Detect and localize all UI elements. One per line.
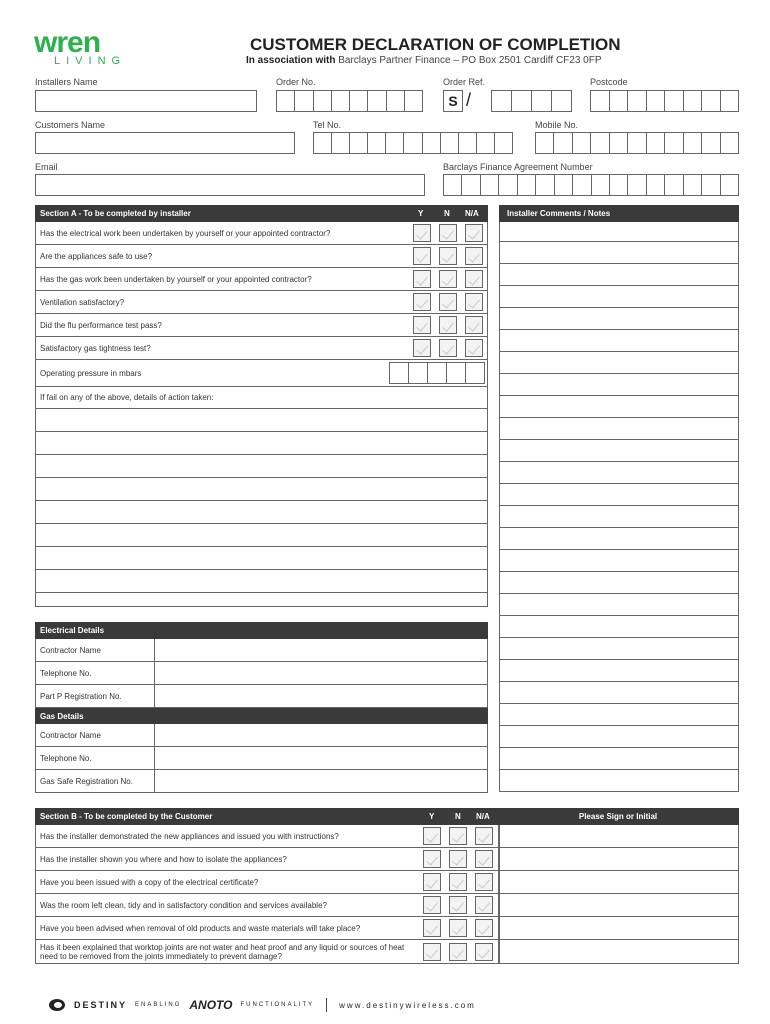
association-address: Barclays Partner Finance – PO Box 2501 Cardiff CF23 0FP xyxy=(338,55,602,66)
barclays-agreement-boxes[interactable] xyxy=(443,174,739,196)
comment-line[interactable] xyxy=(499,638,739,660)
fail-details-line[interactable] xyxy=(35,524,488,547)
no-checkbox[interactable] xyxy=(439,247,457,265)
yes-checkbox[interactable] xyxy=(423,919,441,937)
question-text: Has the gas work been undertaken by yourself or your appointed contractor? xyxy=(40,274,312,284)
mobile-no-label: Mobile No. xyxy=(535,120,579,130)
na-checkbox[interactable] xyxy=(475,896,493,914)
comment-line[interactable] xyxy=(499,396,739,418)
comment-line[interactable] xyxy=(499,462,739,484)
yes-checkbox[interactable] xyxy=(413,316,431,334)
comment-line[interactable] xyxy=(499,726,739,748)
question-text: Has the installer demonstrated the new appliances and issued you with instructions? xyxy=(40,831,339,841)
fail-details-line[interactable] xyxy=(35,547,488,570)
na-checkbox[interactable] xyxy=(475,827,493,845)
no-checkbox[interactable] xyxy=(449,850,467,868)
destiny-logo-icon xyxy=(48,998,66,1012)
electrical-details-title: Electrical Details xyxy=(40,626,105,635)
gas-contractor-field[interactable] xyxy=(155,724,487,746)
barclays-agreement-label: Barclays Finance Agreement Number xyxy=(443,162,593,172)
na-checkbox[interactable] xyxy=(475,850,493,868)
email-label: Email xyxy=(35,162,58,172)
page-title: CUSTOMER DECLARATION OF COMPLETION xyxy=(250,35,621,54)
electrical-detail-row xyxy=(35,662,488,685)
yes-checkbox[interactable] xyxy=(423,850,441,868)
section-b-col-na: N/A xyxy=(476,812,490,821)
comment-line[interactable] xyxy=(499,506,739,528)
order-ref-slash: / xyxy=(466,90,472,110)
signature-cell[interactable] xyxy=(499,894,739,917)
yes-checkbox[interactable] xyxy=(413,224,431,242)
fail-details-line[interactable] xyxy=(35,585,488,607)
gas-detail-row xyxy=(35,724,488,747)
no-checkbox[interactable] xyxy=(439,339,457,357)
postcode-boxes[interactable] xyxy=(590,90,739,112)
order-ref-prefix: S xyxy=(443,90,463,112)
gas-details-header xyxy=(35,708,488,724)
functionality-text: FUNCTIONALITY xyxy=(240,1002,315,1008)
fail-details-row xyxy=(35,387,488,409)
comment-line[interactable] xyxy=(499,594,739,616)
comment-line[interactable] xyxy=(499,528,739,550)
installers-name-label: Installers Name xyxy=(35,77,98,87)
comment-line[interactable] xyxy=(499,418,739,440)
question-text: Are the appliances safe to use? xyxy=(40,251,153,261)
comment-line[interactable] xyxy=(499,330,739,352)
customers-name-field[interactable] xyxy=(35,132,295,154)
email-field[interactable] xyxy=(35,174,425,196)
installers-name-field[interactable] xyxy=(35,90,257,112)
enabling-text: ENABLING xyxy=(135,1002,182,1008)
mobile-no-boxes[interactable] xyxy=(535,132,739,154)
na-checkbox[interactable] xyxy=(475,873,493,891)
destiny-brand: DESTINY xyxy=(74,1000,128,1010)
no-checkbox[interactable] xyxy=(449,896,467,914)
installer-comments-header xyxy=(499,205,739,222)
order-ref-label: Order Ref. xyxy=(443,77,486,87)
destiny-url[interactable]: www.destinywireless.com xyxy=(339,1000,476,1010)
na-checkbox[interactable] xyxy=(465,224,483,242)
na-checkbox[interactable] xyxy=(465,247,483,265)
no-checkbox[interactable] xyxy=(449,827,467,845)
question-text: Has the installer shown you where and how to isolate the appliances? xyxy=(40,854,287,864)
question-text: Has it been explained that worktop joints are not water and heat proof and any liquid or sources of heat need to be removed from the joints immediately to prevent damage? xyxy=(40,942,405,961)
na-checkbox[interactable] xyxy=(465,339,483,357)
comment-line[interactable] xyxy=(499,352,739,374)
section-a-col-y: Y xyxy=(418,209,424,218)
order-no-boxes[interactable] xyxy=(276,90,423,112)
fail-details-line[interactable] xyxy=(35,409,488,432)
comment-line[interactable] xyxy=(499,682,739,704)
na-checkbox[interactable] xyxy=(475,943,493,961)
wren-logo: wren xyxy=(34,26,101,59)
electrical-detail-label: Telephone No. xyxy=(36,662,155,684)
electrical-detail-row xyxy=(35,639,488,662)
association-line xyxy=(246,55,602,66)
section-a-header xyxy=(35,205,488,222)
electrical-details-header xyxy=(35,622,488,639)
yes-checkbox[interactable] xyxy=(413,247,431,265)
electrical-detail-row xyxy=(35,685,488,708)
postcode-label: Postcode xyxy=(590,77,628,87)
yes-checkbox[interactable] xyxy=(423,943,441,961)
yes-checkbox[interactable] xyxy=(413,270,431,288)
comment-line[interactable] xyxy=(499,704,739,726)
na-checkbox[interactable] xyxy=(465,270,483,288)
gas-detail-label: Gas Safe Registration No. xyxy=(36,770,155,792)
order-no-label: Order No. xyxy=(276,77,316,87)
comment-line[interactable] xyxy=(499,264,739,286)
tel-no-boxes[interactable] xyxy=(313,132,513,154)
question-text: Satisfactory gas tightness test? xyxy=(40,343,151,353)
footer xyxy=(48,998,476,1012)
question-text: Has the electrical work been undertaken by yourself or your appointed contractor? xyxy=(40,228,331,238)
living-logo-text: LIVING xyxy=(54,55,127,67)
fail-details-line[interactable] xyxy=(35,501,488,524)
electrical-detail-label: Part P Registration No. xyxy=(36,685,155,707)
comment-line[interactable] xyxy=(499,440,739,462)
na-checkbox[interactable] xyxy=(465,316,483,334)
gas-detail-label: Contractor Name xyxy=(36,724,155,746)
fail-details-label: If fail on any of the above, details of action taken: xyxy=(40,393,214,402)
fail-details-line[interactable] xyxy=(35,432,488,455)
signature-cell[interactable] xyxy=(499,825,739,848)
signature-cell[interactable] xyxy=(499,917,739,940)
question-text: Ventilation satisfactory? xyxy=(40,297,125,307)
section-b-title: Section B - To be completed by the Customer xyxy=(40,812,213,821)
gas-detail-row xyxy=(35,747,488,770)
comment-line[interactable] xyxy=(499,660,739,682)
comment-line[interactable] xyxy=(499,222,739,242)
no-checkbox[interactable] xyxy=(449,873,467,891)
part-p-registration-field[interactable] xyxy=(155,685,487,707)
no-checkbox[interactable] xyxy=(439,293,457,311)
comment-line[interactable] xyxy=(499,242,739,264)
electrical-telephone-field[interactable] xyxy=(155,662,487,684)
yes-checkbox[interactable] xyxy=(423,873,441,891)
yes-checkbox[interactable] xyxy=(413,293,431,311)
section-b-col-y: Y xyxy=(429,812,435,821)
sign-initial-title: Please Sign or Initial xyxy=(578,812,658,821)
fail-details-line[interactable] xyxy=(35,478,488,501)
gas-telephone-field[interactable] xyxy=(155,747,487,769)
no-checkbox[interactable] xyxy=(449,919,467,937)
no-checkbox[interactable] xyxy=(439,270,457,288)
comment-line[interactable] xyxy=(499,770,739,792)
gas-safe-registration-field[interactable] xyxy=(155,770,487,792)
tel-no-label: Tel No. xyxy=(313,120,342,130)
section-a-col-na: N/A xyxy=(465,209,479,218)
comment-line[interactable] xyxy=(499,572,739,594)
question-text: Did the flu performance test pass? xyxy=(40,320,162,330)
no-checkbox[interactable] xyxy=(449,943,467,961)
section-b-col-n: N xyxy=(455,812,461,821)
na-checkbox[interactable] xyxy=(475,919,493,937)
comment-line[interactable] xyxy=(499,374,739,396)
question-text: Have you been issued with a copy of the electrical certificate? xyxy=(40,877,259,887)
question-text: Was the room left clean, tidy and in satisfactory condition and services available? xyxy=(40,900,327,910)
signature-cell[interactable] xyxy=(499,940,739,964)
electrical-detail-label: Contractor Name xyxy=(36,639,155,661)
comment-line[interactable] xyxy=(499,748,739,770)
comment-line[interactable] xyxy=(499,308,739,330)
yes-checkbox[interactable] xyxy=(413,339,431,357)
section-b-header xyxy=(35,808,497,825)
electrical-contractor-field[interactable] xyxy=(155,639,487,661)
question-text: Have you been advised when removal of old products and waste materials will take place? xyxy=(40,923,361,933)
signature-cell[interactable] xyxy=(499,871,739,894)
installer-comments-title: Installer Comments / Notes xyxy=(507,209,611,218)
yes-checkbox[interactable] xyxy=(423,896,441,914)
sign-initial-header xyxy=(497,808,739,825)
no-checkbox[interactable] xyxy=(439,224,457,242)
operating-pressure-label: Operating pressure in mbars xyxy=(40,368,142,378)
signature-cell[interactable] xyxy=(499,848,739,871)
operating-pressure-boxes[interactable] xyxy=(389,362,485,384)
comment-line[interactable] xyxy=(499,616,739,638)
order-ref-boxes[interactable] xyxy=(491,90,572,112)
customers-name-label: Customers Name xyxy=(35,120,106,130)
section-a-col-n: N xyxy=(444,209,450,218)
section-a-title: Section A - To be completed by installer xyxy=(40,209,191,218)
gas-detail-row xyxy=(35,770,488,793)
comment-line[interactable] xyxy=(499,286,739,308)
footer-separator xyxy=(326,998,327,1012)
gas-details-title: Gas Details xyxy=(40,711,84,721)
fail-details-line[interactable] xyxy=(35,455,488,478)
comment-line[interactable] xyxy=(499,484,739,506)
comment-line[interactable] xyxy=(499,550,739,572)
no-checkbox[interactable] xyxy=(439,316,457,334)
anoto-logo: ANOTO xyxy=(189,998,233,1012)
yes-checkbox[interactable] xyxy=(423,827,441,845)
na-checkbox[interactable] xyxy=(465,293,483,311)
gas-detail-label: Telephone No. xyxy=(36,747,155,769)
association-label: In association with xyxy=(246,55,336,66)
